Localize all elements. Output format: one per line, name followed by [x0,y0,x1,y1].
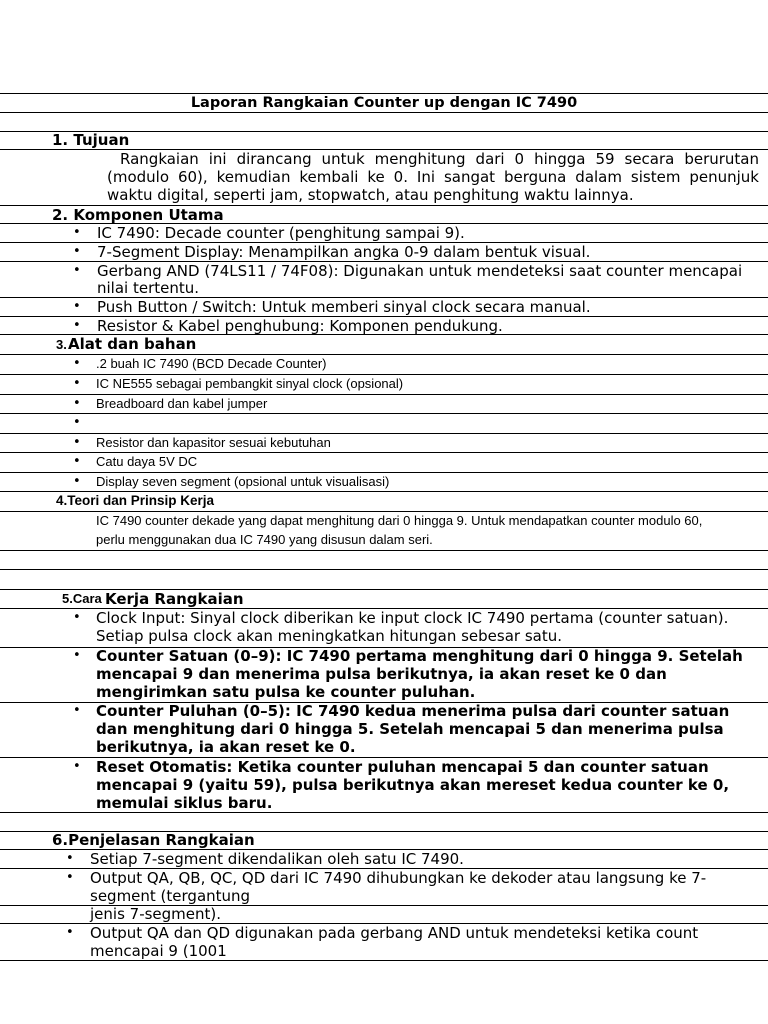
bullet-icon: • [66,870,74,885]
section-5-line: memulai siklus baru. [96,794,273,812]
section-4-heading: 4.Teori dan Prinsip Kerja [56,493,215,508]
bullet-icon: • [73,356,81,371]
bullet-icon: • [73,244,81,259]
section-6-line: Setiap 7-segment dikendalikan oleh satu IC 7490. [90,850,464,868]
bullet-icon: • [73,435,81,450]
section-6-line: mencapai 9 (1001 [90,942,227,960]
list-item: Resistor dan kapasitor sesuai kebutuhan [96,435,331,450]
section-3-heading: Alat dan bahan [68,335,197,353]
row-divider [0,112,768,113]
bullet-icon: • [73,396,81,411]
bullet-icon: • [73,225,81,240]
list-item: Resistor & Kabel penghubung: Komponen pendukung. [97,317,503,335]
row-divider [0,960,768,961]
section-1-line: Rangkaian ini dirancang untuk menghitung dari 0 hingga 59 secara berurutan [120,150,759,168]
list-item: 7-Segment Display: Menampilkan angka 0-9 dalam bentuk visual. [97,243,591,261]
bullet-icon: • [73,474,81,489]
list-item: .2 buah IC 7490 (BCD Decade Counter) [96,356,327,371]
section-6-line: jenis 7-segment). [90,905,222,923]
section-1-heading: 1. Tujuan [52,131,130,149]
section-1-line: (modulo 60), kemudian kembali ke 0. Ini sangat berguna dalam sistem penunjuk [107,168,759,186]
list-item: Breadboard dan kabel jumper [96,396,268,411]
section-2-heading: 2. Komponen Utama [52,206,224,224]
section-5-line: Clock Input: Sinyal clock diberikan ke input clock IC 7490 pertama (counter satuan). [96,609,729,627]
section-5-line: dan menghitung dari 0 hingga 5. Setelah mencapai 5 dan menerima pulsa [96,720,724,738]
list-item: Display seven segment (opsional untuk visualisasi) [96,474,390,489]
section-6-line: Output QA dan QD digunakan pada gerbang AND untuk mendeteksi ketika count [90,924,699,942]
row-divider [0,812,768,813]
row-divider [0,550,768,551]
bullet-icon: • [73,415,81,430]
row-divider [0,413,768,414]
list-item: IC 7490: Decade counter (penghitung sampai 9). [97,224,465,242]
section-5-number: 5.Cara [62,591,102,606]
bullet-icon: • [66,851,74,866]
section-6-line: segment (tergantung [90,887,251,905]
section-1-line: waktu digital, seperti jam, stopwatch, atau penghitung waktu lainnya. [107,186,634,204]
section-5-heading: Kerja Rangkaian [105,590,244,608]
bullet-icon: • [73,318,81,333]
section-6-heading: 6.Penjelasan Rangkaian [52,831,255,849]
section-5-line: mengirimkan satu pulsa ke counter puluhan. [96,683,476,701]
list-item: Gerbang AND (74LS11 / 74F08): Digunakan untuk mendeteksi saat counter mencapai [97,262,743,280]
bullet-icon: • [73,299,81,314]
section-5-line: berikutnya, ia akan reset ke 0. [96,738,356,756]
section-6-line: Output QA, QB, QC, QD dari IC 7490 dihubungkan ke dekoder atau langsung ke 7- [90,869,707,887]
section-3-number: 3. [56,337,67,352]
section-5-line: Counter Puluhan (0–5): IC 7490 kedua menerima pulsa dari counter satuan [96,702,730,720]
list-item: nilai tertentu. [97,279,200,297]
section-5-line: Setiap pulsa clock akan meningkatkan hitungan sebesar satu. [96,627,563,645]
bullet-icon: • [73,703,81,718]
list-item: IC NE555 sebagai pembangkit sinyal clock (opsional) [96,376,404,391]
document-title: Laporan Rangkaian Counter up dengan IC 7490 [190,95,578,111]
bullet-icon: • [73,759,81,774]
bullet-icon: • [73,610,81,625]
section-5-line: Counter Satuan (0–9): IC 7490 pertama menghitung dari 0 hingga 9. Setelah [96,647,743,665]
list-item: Catu daya 5V DC [96,454,198,469]
section-5-line: mencapai 9 dan menerima pulsa berikutnya, ia akan reset ke 0 dan [96,665,667,683]
bullet-icon: • [73,648,81,663]
section-5-line: mencapai 9 (yaitu 59), pulsa berikutnya akan mereset kedua counter ke 0, [96,776,730,794]
bullet-icon: • [73,376,81,391]
section-4-line: perlu menggunakan dua IC 7490 yang disusun dalam seri. [96,532,433,547]
list-item: Push Button / Switch: Untuk memberi sinyal clock secara manual. [97,298,591,316]
bullet-icon: • [73,263,81,278]
bullet-icon: • [73,454,81,469]
section-4-line: IC 7490 counter dekade yang dapat menghitung dari 0 hingga 9. Untuk mendapatkan counter modulo 60, [96,513,703,528]
bullet-icon: • [66,925,74,940]
section-5-line: Reset Otomatis: Ketika counter puluhan mencapai 5 dan counter satuan [96,758,709,776]
row-divider [0,569,768,570]
